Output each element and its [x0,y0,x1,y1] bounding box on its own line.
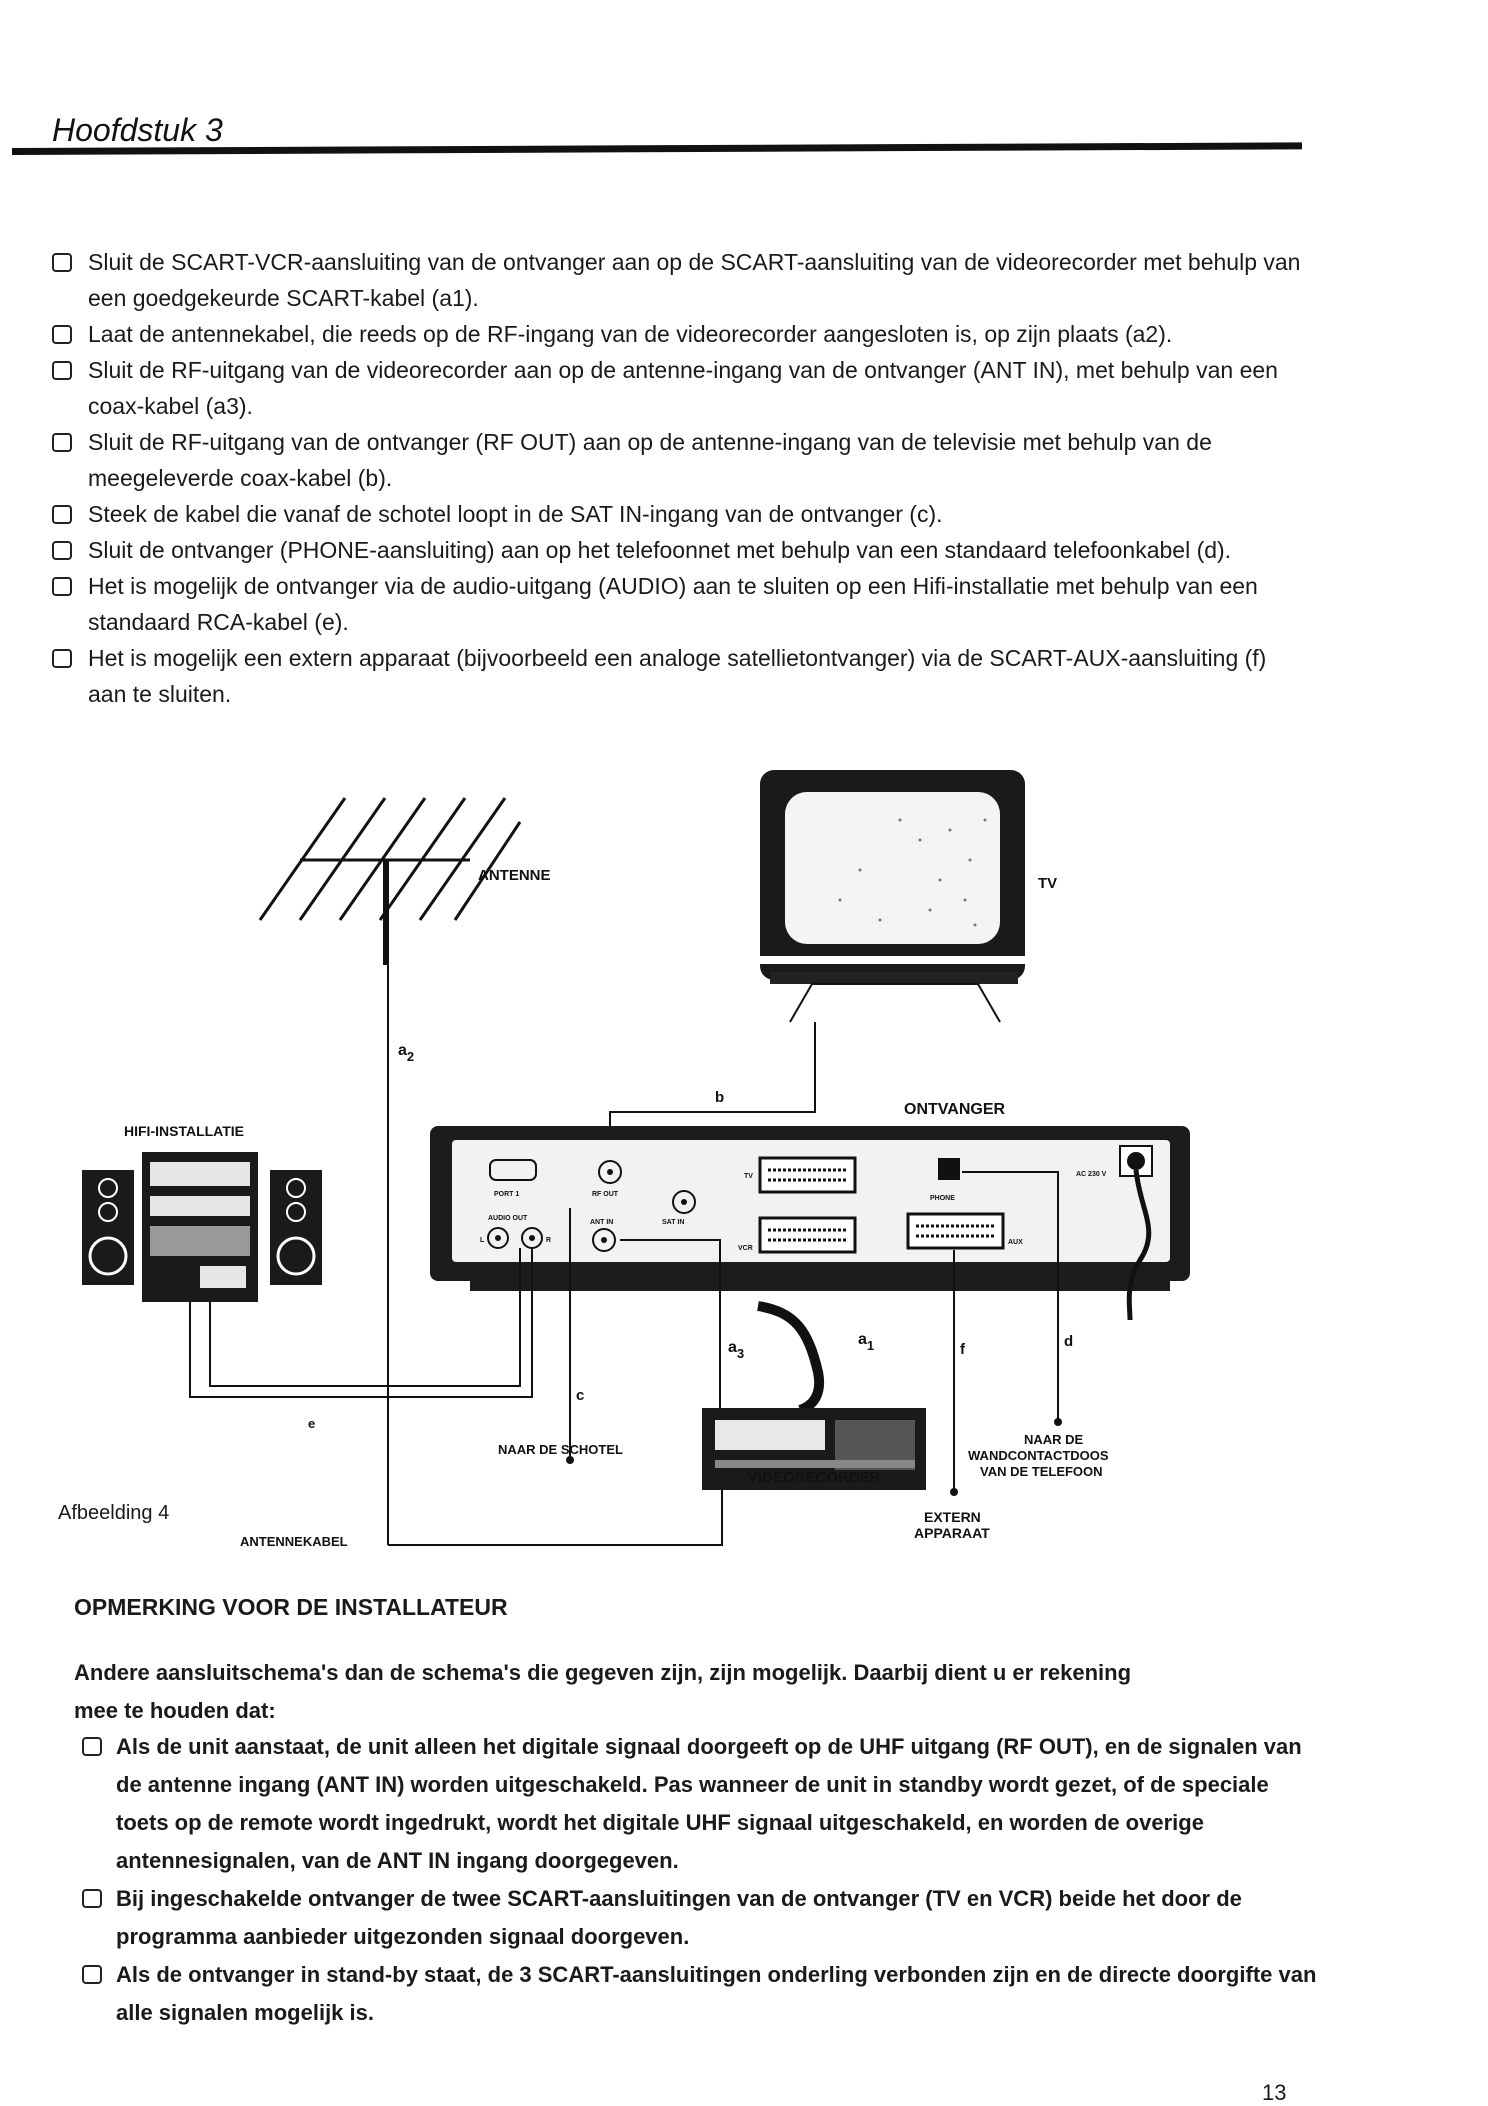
list-item-text: Sluit de ontvanger (PHONE-aansluiting) aan op het telefoonnet met behulp van een standaard telefoonkabel (d). [88,537,1232,563]
list-item [80,1880,1320,1956]
hifi-label: HIFI-INSTALLATIE [124,1123,245,1139]
list-item-text: Het is mogelijk een extern apparaat (bijvoorbeeld een analoge satellietontvanger) via de SCART-AUX-aansluiting (f) aan te sluiten. [88,645,1267,707]
scart-cable-a1 [758,1306,819,1410]
hifi-icon [82,1152,322,1302]
dish-label: NAAR DE SCHOTEL [498,1442,623,1457]
vcr-port-label: VCR [738,1245,753,1252]
antennekabel-line [388,1490,722,1545]
wall-label-1: NAAR DE [1024,1432,1084,1447]
antenna-label: ANTENNE [478,867,551,884]
tv-icon [760,770,1025,1022]
page-number: 13 [1262,2080,1287,2105]
list-item [50,568,1310,640]
list-item-text: Sluit de RF-uitgang van de videorecorder aan op de antenne-ingang van de ontvanger (ANT IN), met behulp van een coax-kabel (a3). [88,357,1278,419]
checkbox-icon [52,577,72,596]
list-item [50,316,1310,352]
checkbox-icon [82,1737,102,1756]
extern-label-2: APPARAAT [914,1525,990,1541]
wall-label-3: VAN DE TELEFOON [980,1464,1103,1479]
list-item [50,496,1310,532]
port1-label: PORT 1 [494,1191,520,1198]
wall-label-2: WANDCONTACTDOOS [968,1448,1109,1463]
cable-d-label: d [1064,1333,1074,1350]
checkbox-icon [52,541,72,560]
phone-label: PHONE [930,1195,955,1202]
list-item-text: Het is mogelijk de ontvanger via de audio-uitgang (AUDIO) aan te sluiten op een Hifi-installatie met behulp van een standaard RCA-kabel (e). [88,573,1258,635]
extern-label-1: EXTERN [924,1509,981,1525]
chapter-title: Hoofdstuk 3 [52,112,223,148]
cable-f-label: f [960,1341,965,1358]
list-item [50,640,1310,712]
aux-label: AUX [1008,1239,1023,1246]
checkbox-icon [52,505,72,524]
list-item [50,532,1310,568]
ac-label: AC 230 V [1076,1171,1107,1178]
vcr-label: VIDEORECORDER [748,1469,881,1486]
checkbox-icon [52,649,72,668]
cable-e-label: e [308,1416,316,1431]
ant-in-label: ANT IN [590,1219,614,1226]
tv-port-label: TV [744,1173,753,1180]
list-item [50,244,1310,316]
instruction-list [50,244,1310,712]
connection-diagram [0,760,1488,1560]
list-item-text: Sluit de RF-uitgang van de ontvanger (RF OUT) aan op de antenne-ingang van de televisie met behulp van de meegeleverde coax-kabel (b). [88,429,1212,491]
audio-l-label: L [480,1237,485,1244]
cable-a3-label: $a_3$ [728,1339,745,1361]
checkbox-icon [82,1965,102,1984]
list-item-text: Als de ontvanger in stand-by staat, de 3 SCART-aansluitingen onderling verbonden zijn en de directe doorgifte van alle signalen mogelijk is. [116,1962,1317,2025]
figure-caption: Afbeelding 4 [58,1502,170,1524]
audio-r-label: R [546,1237,552,1244]
checkbox-icon [52,433,72,452]
list-item [50,424,1310,496]
checkbox-icon [52,325,72,344]
note-intro: Andere aansluitschema's dan de schema's die gegeven zijn, zijn mogelijk. Daarbij dient u er rekening mee te houden dat: [74,1660,1132,1723]
receiver-label: ONTVANGER [904,1101,1006,1118]
antennekabel-label: ANTENNEKABEL [240,1534,348,1549]
list-item-text: Sluit de SCART-VCR-aansluiting van de ontvanger aan op de SCART-aansluiting van de videorecorder met behulp van een goedgekeurde SCART-kabel (a1). [88,249,1301,311]
list-item [50,352,1310,424]
cable-a1-label: $a_1$ [858,1331,875,1353]
list-item-text: Laat de antennekabel, die reeds op de RF-ingang van de videorecorder aangesloten is, op zijn plaats (a2). [88,321,1173,347]
sat-in-label: SAT IN [662,1219,685,1226]
list-item [80,1956,1320,2032]
checkbox-icon [82,1889,102,1908]
list-item-text: Bij ingeschakelde ontvanger de twee SCART-aansluitingen van de ontvanger (TV en VCR) beide het door de programma aanbieder uitgezonden signaal doorgeven. [116,1886,1242,1949]
list-item [80,1728,1320,1880]
cable-c-label: c [576,1387,585,1404]
checkbox-icon [52,361,72,380]
tv-label: TV [1038,875,1058,892]
cable-b-label: b [715,1089,725,1106]
list-item-text: Als de unit aanstaat, de unit alleen het digitale signaal doorgeeft op de UHF uitgang (RF OUT), en de signalen van de antenne ingang (ANT IN) worden uitgeschakeld. Pas wanneer de unit in standby wordt gezet, of de speciale toets op de remote wordt ingedrukt, wordt het digitale UHF signaal uitgeschakeld, en worden de overige antennesignalen, van de ANT IN ingang doorgegeven. [116,1734,1302,1873]
note-title: OPMERKING VOOR DE INSTALLATEUR [74,1594,508,1620]
checkbox-icon [52,253,72,272]
rf-out-label: RF OUT [592,1191,619,1198]
note-list [80,1728,1320,2032]
audio-out-label: AUDIO OUT [488,1215,528,1222]
cable-a2-label: $a_2$ [398,1042,415,1064]
list-item-text: Steek de kabel die vanaf de schotel loopt in de SAT IN-ingang van de ontvanger (c). [88,501,943,527]
receiver-icon [430,1126,1190,1291]
